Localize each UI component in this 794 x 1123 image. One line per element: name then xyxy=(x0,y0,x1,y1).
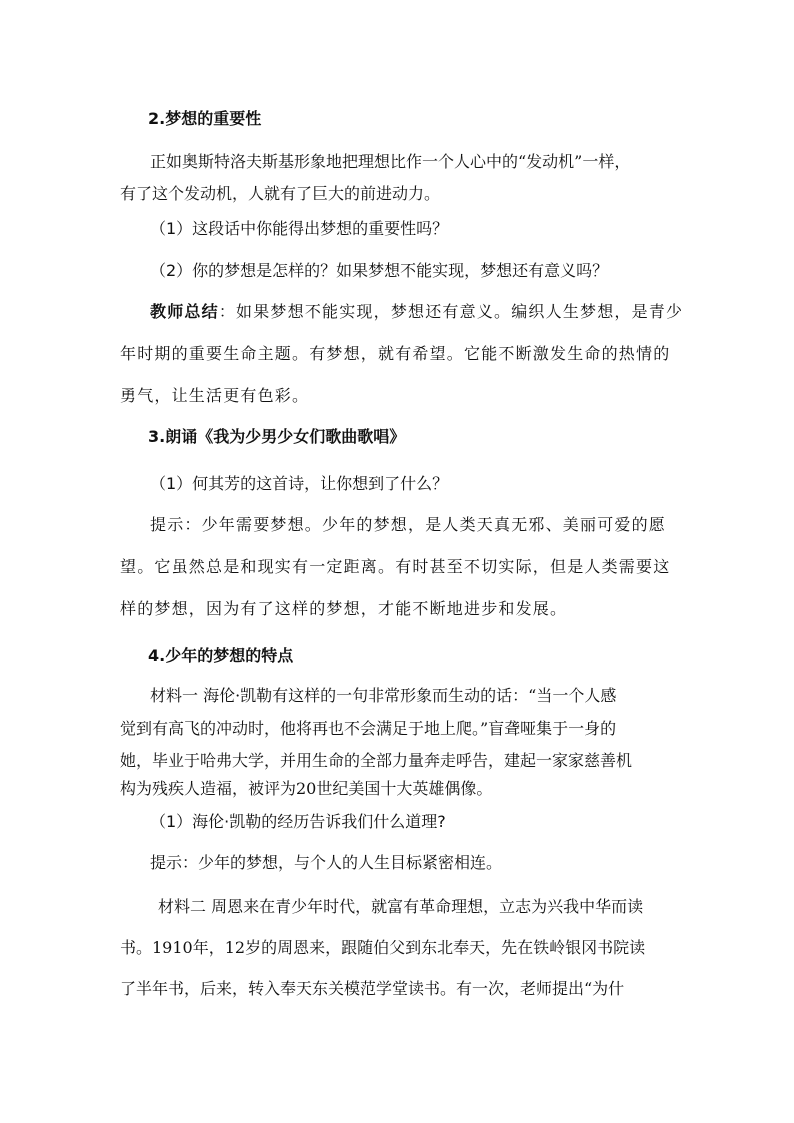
teacher-summary-label: 教师总结 xyxy=(150,302,219,321)
paragraph-line: 她，毕业于哈弗大学，并用生命的全部力量奔走呼告，建起一家家慈善机 xyxy=(120,751,633,770)
paragraph-line: 样的梦想，因为有了这样的梦想，才能不断地进步和发展。 xyxy=(120,599,568,618)
paragraph-text: ：如果梦想不能实现，梦想还有意义。编织人生梦想，是青少 xyxy=(218,302,684,321)
section-heading: 3.朗诵《我为少男少女们歌曲歌唱》 xyxy=(148,427,406,446)
paragraph-line xyxy=(150,302,683,322)
paragraph-line: 提示：少年需要梦想。少年的梦想，是人类天真无邪、美丽可爱的愿 xyxy=(150,515,667,534)
paragraph-line: 望。它虽然总是和现实有一定距离。有时甚至不切实际，但是人类需要这 xyxy=(120,557,671,576)
question-line: （2）你的梦想是怎样的？如果梦想不能实现，梦想还有意义吗？ xyxy=(150,261,609,280)
paragraph-line: 材料一 海伦·凯勒有这样的一句非常形象而生动的话：“当一个人感 xyxy=(150,686,617,705)
paragraph-line: 觉到有高飞的冲动时，他将再也不会满足于地上爬。”盲聋哑集于一身的 xyxy=(120,719,617,738)
question-line: （1）海伦·凯勒的经历告诉我们什么道理? xyxy=(150,812,446,831)
paragraph-line: 年时期的重要生命主题。有梦想，就有希望。它能不断激发生命的热情的 xyxy=(120,344,671,363)
section-heading: 2.梦想的重要性 xyxy=(148,109,262,128)
paragraph-line: 书。1910年，12岁的周恩来，跟随伯父到东北奉天，先在铁岭银冈书院读 xyxy=(120,938,646,957)
paragraph-line: 了半年书，后来，转入奉天东关模范学堂读书。有一次，老师提出“为什 xyxy=(120,979,625,998)
paragraph-line: 正如奥斯特洛夫斯基形象地把理想比作一个人心中的“发动机”一样， xyxy=(150,152,631,171)
question-line: （1）这段话中你能得出梦想的重要性吗？ xyxy=(150,219,449,238)
paragraph-line: 提示：少年的梦想，与个人的人生目标紧密相连。 xyxy=(150,853,503,872)
paragraph-line: 构为残疾人造福，被评为20世纪美国十大英雄偶像。 xyxy=(120,779,493,798)
question-line: （1）何其芳的这首诗，让你想到了什么？ xyxy=(150,474,449,493)
paragraph-line: 材料二 周恩来在青少年时代，就富有革命理想，立志为兴我中华而读 xyxy=(158,897,644,916)
section-heading: 4.少年的梦想的特点 xyxy=(148,646,294,665)
paragraph-line: 有了这个发动机，人就有了巨大的前进动力。 xyxy=(120,184,441,203)
paragraph-line: 勇气，让生活更有色彩。 xyxy=(120,386,310,405)
